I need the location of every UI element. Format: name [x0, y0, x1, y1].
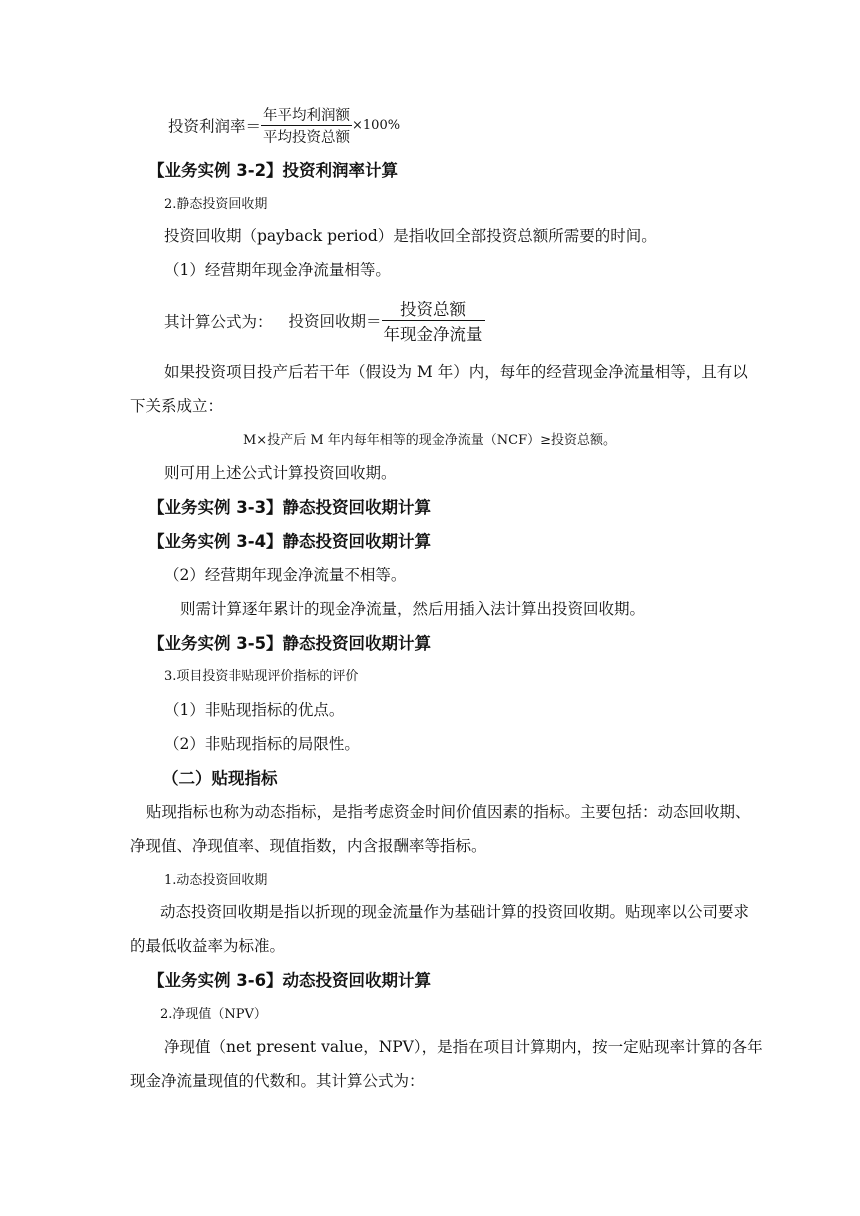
formula-lhs: 投资回收期＝	[288, 312, 382, 331]
formula-suffix: ×100%	[352, 118, 401, 133]
paragraph-cumulative-method: 则需计算逐年累计的现金净流量，然后用插入法计算出投资回收期。	[180, 600, 646, 618]
case-heading-3-2: 【业务实例 3-2】投资利润率计算	[148, 161, 399, 180]
paragraph-npv-line1: 净现值（net present value，NPV），是指在项目计算期内，按一定贴现率计算的各年	[164, 1038, 763, 1056]
paragraph-dynamic-payback-line2: 的最低收益率为标准。	[130, 937, 286, 955]
formula-payback-period	[164, 296, 485, 345]
subsection-title-dynamic-payback: 1.动态投资回收期	[164, 873, 268, 888]
formula-prefix: 其计算公式为：	[164, 312, 273, 331]
paragraph-payback-definition: 投资回收期（payback period）是指收回全部投资总额所需要的时间。	[164, 227, 657, 245]
paragraph-case-equal-cashflow: （1）经营期年现金净流量相等。	[164, 261, 391, 279]
formula-lhs: 投资利润率＝	[168, 117, 262, 136]
paragraph-if-condition-line2: 下关系成立：	[130, 397, 224, 415]
paragraph-case-unequal-cashflow: （2）经营期年现金净流量不相等。	[164, 566, 407, 584]
paragraph-dynamic-payback-line1: 动态投资回收期是指以折现的现金流量作为基础计算的投资回收期。贴现率以公司要求	[160, 903, 750, 921]
section-heading-discount-indicators: （二）贴现指标	[162, 769, 278, 788]
formula-denominator: 平均投资总额	[261, 125, 352, 147]
paragraph-if-condition-line1: 如果投资项目投产后若干年（假设为 M 年）内，每年的经营现金净流量相等，且有以	[164, 363, 748, 381]
formula-fraction	[261, 104, 352, 147]
formula-numerator: 年平均利润额	[263, 108, 351, 124]
paragraph-discount-def-line1: 贴现指标也称为动态指标，是指考虑资金时间价值因素的指标。主要包括：动态回收期、	[146, 803, 751, 821]
formula-denominator: 年现金净流量	[382, 320, 485, 345]
formula-numerator: 投资总额	[400, 300, 467, 319]
case-heading-3-4: 【业务实例 3-4】静态投资回收期计算	[148, 532, 432, 551]
paragraph-npv-line2: 现金净流量现值的代数和。其计算公式为：	[130, 1072, 425, 1090]
paragraph-discount-def-line2: 净现值、净现值率、现值指数，内含报酬率等指标。	[130, 837, 487, 855]
formula-fraction	[382, 296, 485, 345]
paragraph-then-use-formula: 则可用上述公式计算投资回收期。	[164, 464, 397, 482]
condition-expression: M×投产后 M 年内每年相等的现金净流量（NCF）≥投资总额。	[243, 433, 617, 448]
section-title-non-discount-evaluation: 3.项目投资非贴现评价指标的评价	[164, 669, 359, 684]
section-title-static-payback: 2.静态投资回收期	[164, 197, 268, 212]
formula-investment-profit-rate	[168, 104, 400, 147]
case-heading-3-5: 【业务实例 3-5】静态投资回收期计算	[148, 634, 432, 653]
subsection-title-npv: 2.净现值（NPV）	[160, 1007, 267, 1022]
case-heading-3-3: 【业务实例 3-3】静态投资回收期计算	[148, 498, 432, 517]
paragraph-advantages: （1）非贴现指标的优点。	[164, 701, 345, 719]
case-heading-3-6: 【业务实例 3-6】动态投资回收期计算	[148, 971, 432, 990]
paragraph-limitations: （2）非贴现指标的局限性。	[164, 735, 360, 753]
